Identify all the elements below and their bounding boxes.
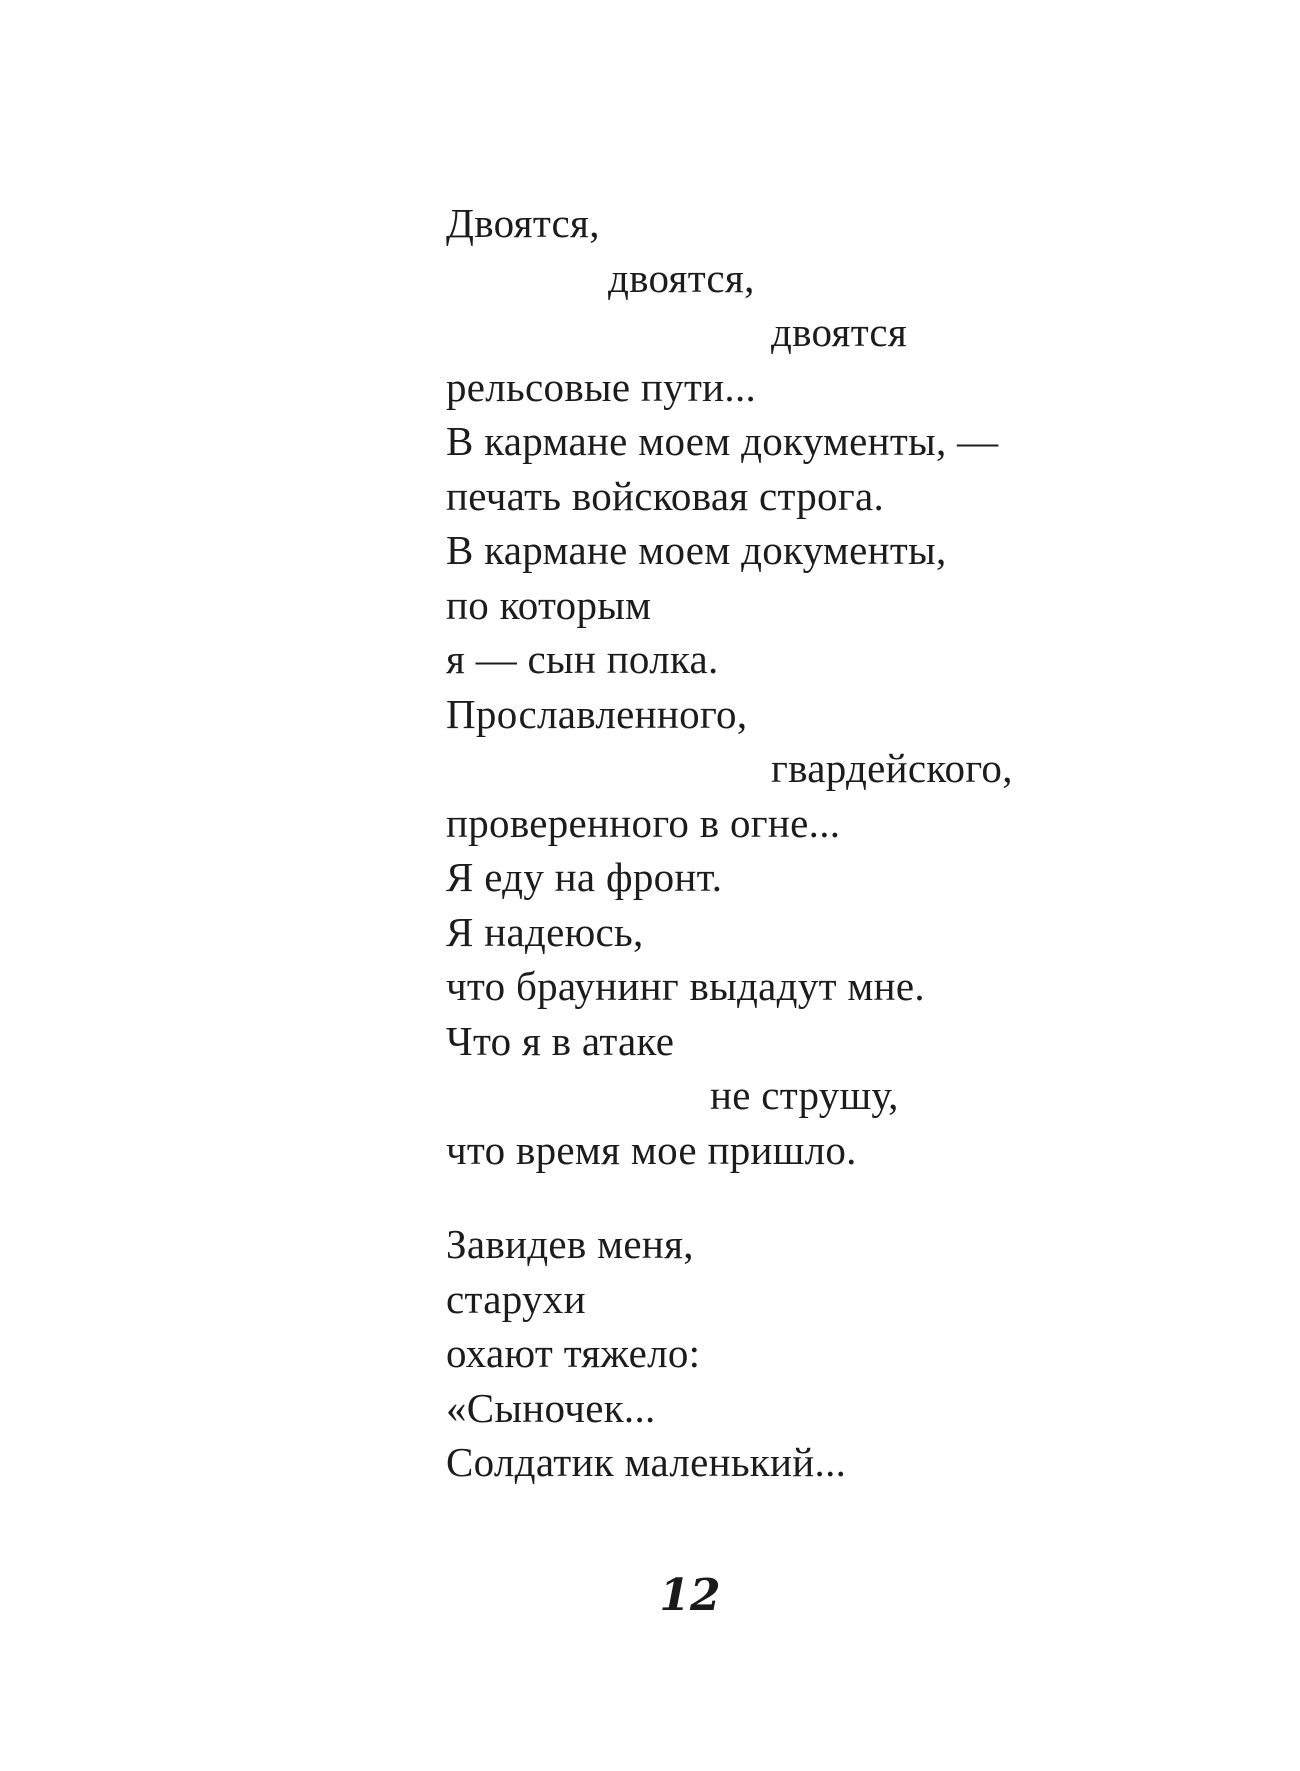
- poem-line: рельсовые пути...: [446, 363, 757, 410]
- poem-line: охают тяжело:: [446, 1330, 701, 1376]
- poem-line: что браунинг выдадут мне.: [446, 963, 925, 1009]
- poem-line: Я еду на фронт.: [446, 854, 723, 900]
- poem-line: двоятся,: [608, 254, 755, 301]
- poem-line: В кармане моем документы,: [446, 527, 947, 573]
- poem-line: по которым: [446, 581, 652, 628]
- poem-line: я — сын полка.: [446, 636, 719, 682]
- stanza-2: [446, 1217, 1146, 1490]
- poem-line: В кармане моем документы, —: [446, 418, 999, 464]
- poem-line: двоятся: [771, 309, 908, 355]
- page-number: 12: [659, 1570, 721, 1621]
- poem-line: проверенного в огне...: [446, 799, 841, 846]
- poem-line: Что я в атаке: [446, 1017, 675, 1064]
- stanza-1: [446, 196, 1146, 1177]
- stanza-divider: [446, 1177, 1146, 1217]
- poem-line: печать войсковая строга.: [446, 472, 884, 519]
- poem-line: Двоятся,: [446, 200, 600, 246]
- poem-line: не струшу,: [710, 1072, 899, 1118]
- poem-line: старухи: [446, 1275, 586, 1322]
- poem-line: гвардейского,: [771, 745, 1013, 791]
- poem-line: «Сыночек...: [446, 1384, 656, 1431]
- poem-line: Солдатик маленький...: [446, 1439, 847, 1485]
- poem-line: что время мое пришло.: [446, 1126, 857, 1173]
- poem-line: Завидев меня,: [446, 1221, 694, 1267]
- poem-line: Я надеюсь,: [446, 908, 644, 955]
- poem: [446, 196, 1146, 1490]
- poem-line: Прославленного,: [446, 690, 748, 737]
